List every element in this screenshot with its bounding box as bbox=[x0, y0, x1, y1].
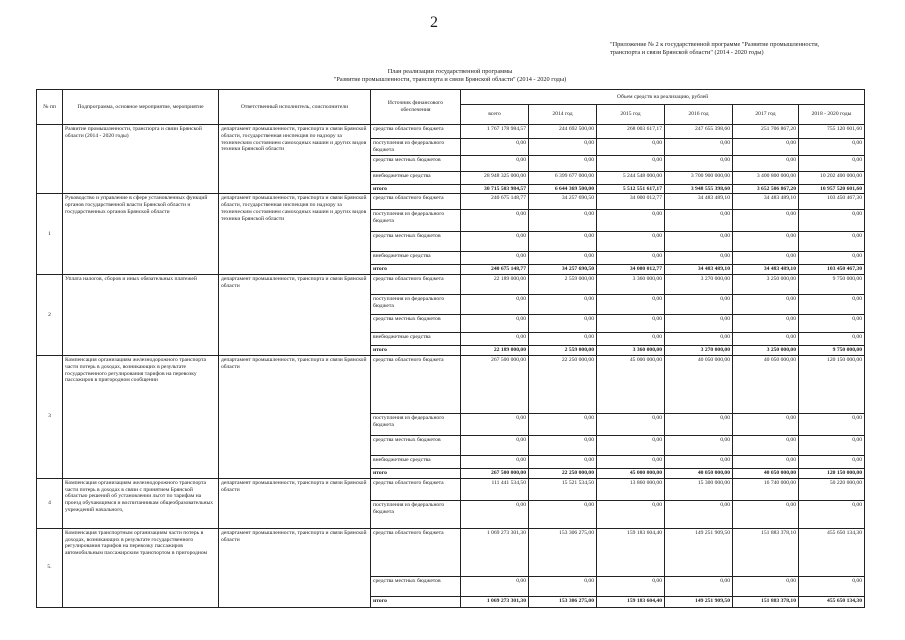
amount-cell: 267 500 000,00 bbox=[461, 355, 529, 413]
amount-cell: 0,00 bbox=[529, 155, 597, 171]
amount-cell: 455 650 134,30 bbox=[799, 528, 865, 576]
amount-cell: 0,00 bbox=[799, 252, 865, 265]
amount-cell: 0,00 bbox=[733, 232, 799, 252]
funding-source: средства местных бюджетов bbox=[371, 576, 461, 596]
amount-cell: 0,00 bbox=[665, 576, 733, 596]
table-row bbox=[37, 194, 865, 210]
amount-cell: 0,00 bbox=[529, 413, 597, 435]
header-year-total: всего bbox=[461, 105, 529, 125]
header-executor: Ответственный исполнитель, соисполнители bbox=[219, 90, 371, 125]
funding-source: внебюджетные средства bbox=[371, 252, 461, 265]
program-name: Уплата налогов, сборов и иных обязательных платежей bbox=[63, 275, 219, 356]
amount-cell: 153 306 275,00 bbox=[529, 596, 597, 607]
row-number: 1 bbox=[37, 194, 63, 275]
amount-cell: 244 692 500,00 bbox=[529, 125, 597, 139]
amount-cell: 6 644 369 500,00 bbox=[529, 184, 597, 194]
amount-cell: 0,00 bbox=[461, 333, 529, 346]
amount-cell: 0,00 bbox=[461, 252, 529, 265]
amount-cell: 1 069 273 301,30 bbox=[461, 596, 529, 607]
amount-cell: 0,00 bbox=[799, 210, 865, 232]
executor-name: департамент промышленности, транспорта и связи Брянской области bbox=[219, 478, 371, 528]
amount-cell: 10 202 400 000,00 bbox=[799, 171, 865, 184]
amount-cell: 0,00 bbox=[665, 155, 733, 171]
header-volume: Объем средств на реализацию, рублей bbox=[461, 90, 865, 105]
amount-cell: 3 250 000,00 bbox=[733, 346, 799, 356]
plan-table-body bbox=[37, 125, 865, 608]
amount-cell: 0,00 bbox=[597, 413, 665, 435]
executor-name: департамент промышленности, транспорта и связи Брянской области, государственная инспекция по надзору за техническим состоянием самоходных машин и других видов техники Брянской области bbox=[219, 125, 371, 194]
funding-source: средства областного бюджета bbox=[371, 125, 461, 139]
header-year-2016: 2016 год bbox=[665, 105, 733, 125]
program-name: Компенсация транспортным организациям части потерь в доходах, возникающих в результате государственного регулирования тарифов на перевозку пассажиров автомобильным пассажирским транспортом в пригородном bbox=[63, 528, 219, 607]
amount-cell: 0,00 bbox=[799, 295, 865, 315]
amount-cell: 34 483 489,10 bbox=[665, 265, 733, 275]
amount-cell: 0,00 bbox=[733, 155, 799, 171]
amount-cell: 0,00 bbox=[529, 232, 597, 252]
amount-cell: 0,00 bbox=[799, 315, 865, 333]
amount-cell: 3 700 900 000,00 bbox=[665, 171, 733, 184]
program-name: Компенсация организациям железнодорожного транспорта части потерь в доходах, возникающих в результате государственного регулирования тарифов на перевозку пассажиров в пригородном сообщении bbox=[63, 355, 219, 478]
amount-cell: 22 189 000,00 bbox=[461, 346, 529, 356]
amount-cell: 0,00 bbox=[597, 333, 665, 346]
amount-cell: 1 069 273 301,30 bbox=[461, 528, 529, 576]
header-year-2015: 2015 год bbox=[597, 105, 665, 125]
funding-source: внебюджетные средства bbox=[371, 455, 461, 468]
amount-cell: 3 400 800 000,00 bbox=[733, 171, 799, 184]
program-name: Руководство и управление в сфере установленных функций органов государственной власти Брянской области и государственных органов Брянской области bbox=[63, 194, 219, 275]
funding-source: внебюджетные средства bbox=[371, 333, 461, 346]
amount-cell: 22 250 000,00 bbox=[529, 468, 597, 478]
executor-name: департамент промышленности, транспорта и связи Брянской области bbox=[219, 355, 371, 478]
title-line-2: "Развитие промышленности, транспорта и связи Брянской области" (2014 - 2020 годы) bbox=[333, 76, 567, 83]
amount-cell: 103 450 467,30 bbox=[799, 194, 865, 210]
amount-cell: 0,00 bbox=[799, 500, 865, 528]
amount-cell: 0,00 bbox=[461, 295, 529, 315]
funding-source: поступления из федерального бюджета bbox=[371, 500, 461, 528]
amount-cell: 0,00 bbox=[461, 435, 529, 455]
amount-cell: 15 300 000,00 bbox=[665, 478, 733, 500]
amount-cell: 0,00 bbox=[461, 500, 529, 528]
amount-cell: 34 483 489,10 bbox=[733, 194, 799, 210]
amount-cell: 0,00 bbox=[461, 155, 529, 171]
amount-cell: 0,00 bbox=[799, 435, 865, 455]
header-program: Подпрограмма, основное мероприятие, мероприятие bbox=[63, 90, 219, 125]
amount-cell: 0,00 bbox=[529, 315, 597, 333]
amount-cell: 0,00 bbox=[597, 139, 665, 156]
amount-cell: 0,00 bbox=[529, 455, 597, 468]
table-row bbox=[37, 125, 865, 139]
amount-cell: 6 399 677 000,00 bbox=[529, 171, 597, 184]
row-number: 4 bbox=[37, 478, 63, 528]
title-line-1: План реализации государственной программы bbox=[387, 68, 513, 75]
amount-cell: 34 483 489,10 bbox=[733, 265, 799, 275]
amount-cell: 0,00 bbox=[529, 500, 597, 528]
amount-cell: 34 483 489,10 bbox=[665, 194, 733, 210]
amount-cell: 0,00 bbox=[799, 333, 865, 346]
amount-cell: 0,00 bbox=[665, 500, 733, 528]
amount-cell: 34 257 690,50 bbox=[529, 194, 597, 210]
amount-cell: 0,00 bbox=[597, 576, 665, 596]
amount-cell: 3 270 000,00 bbox=[665, 275, 733, 295]
amount-cell: 240 675 148,77 bbox=[461, 265, 529, 275]
amount-cell: 3 250 000,00 bbox=[733, 275, 799, 295]
table-row bbox=[37, 355, 865, 413]
amount-cell: 0,00 bbox=[529, 139, 597, 156]
amount-cell: 0,00 bbox=[665, 232, 733, 252]
executor-name: департамент промышленности, транспорта и связи Брянской области bbox=[219, 528, 371, 607]
amount-cell: 0,00 bbox=[665, 435, 733, 455]
amount-cell: 5 512 551 617,17 bbox=[597, 184, 665, 194]
amount-cell: 45 000 000,00 bbox=[597, 355, 665, 413]
amount-cell: 0,00 bbox=[461, 576, 529, 596]
amount-cell: 2 559 000,00 bbox=[529, 275, 597, 295]
amount-cell: 0,00 bbox=[461, 455, 529, 468]
amount-cell: 153 306 275,00 bbox=[529, 528, 597, 576]
amount-cell: 0,00 bbox=[799, 139, 865, 156]
amount-cell: 40 050 000,00 bbox=[733, 355, 799, 413]
amount-cell: 0,00 bbox=[529, 295, 597, 315]
amount-cell: 268 003 617,17 bbox=[597, 125, 665, 139]
amount-cell: 40 050 000,00 bbox=[665, 468, 733, 478]
row-number bbox=[37, 125, 63, 194]
amount-cell: 34 257 690,50 bbox=[529, 265, 597, 275]
amount-cell: 0,00 bbox=[461, 139, 529, 156]
funding-source: средства областного бюджета bbox=[371, 528, 461, 576]
amount-cell: 120 150 000,00 bbox=[799, 355, 865, 413]
amount-cell: 149 251 909,50 bbox=[665, 596, 733, 607]
amount-cell: 103 450 467,30 bbox=[799, 265, 865, 275]
amount-cell: 45 000 000,00 bbox=[597, 468, 665, 478]
funding-source: итого bbox=[371, 265, 461, 275]
document-title bbox=[280, 68, 620, 84]
amount-cell: 0,00 bbox=[733, 333, 799, 346]
funding-source: итого bbox=[371, 346, 461, 356]
header-no: № пп bbox=[37, 90, 63, 125]
amount-cell: 0,00 bbox=[799, 232, 865, 252]
amount-cell: 50 220 000,00 bbox=[799, 478, 865, 500]
header-source: Источник финансового обеспечения bbox=[371, 90, 461, 125]
funding-source: средства местных бюджетов bbox=[371, 435, 461, 455]
page-number: 2 bbox=[430, 14, 438, 31]
executor-name: департамент промышленности, транспорта и связи Брянской области bbox=[219, 275, 371, 356]
amount-cell: 0,00 bbox=[733, 413, 799, 435]
funding-source: итого bbox=[371, 596, 461, 607]
amount-cell: 22 189 000,00 bbox=[461, 275, 529, 295]
amount-cell: 0,00 bbox=[529, 576, 597, 596]
amount-cell: 34 000 012,77 bbox=[597, 265, 665, 275]
amount-cell: 159 183 604,40 bbox=[597, 596, 665, 607]
amount-cell: 267 500 000,00 bbox=[461, 468, 529, 478]
program-name: Развитие промышленности, транспорта и связи Брянской области (2014 - 2020 годы) bbox=[63, 125, 219, 194]
amount-cell: 9 750 000,00 bbox=[799, 346, 865, 356]
amount-cell: 0,00 bbox=[665, 315, 733, 333]
amount-cell: 0,00 bbox=[597, 295, 665, 315]
amount-cell: 0,00 bbox=[597, 455, 665, 468]
row-number: 5. bbox=[37, 528, 63, 607]
funding-source: итого bbox=[371, 184, 461, 194]
funding-source: средства областного бюджета bbox=[371, 194, 461, 210]
amount-cell: 0,00 bbox=[597, 435, 665, 455]
amount-cell: 3 270 000,00 bbox=[665, 346, 733, 356]
amount-cell: 0,00 bbox=[529, 435, 597, 455]
amount-cell: 16 740 000,00 bbox=[733, 478, 799, 500]
table-row bbox=[37, 275, 865, 295]
amount-cell: 1 767 178 984,57 bbox=[461, 125, 529, 139]
amount-cell: 159 183 604,40 bbox=[597, 528, 665, 576]
funding-source: итого bbox=[371, 468, 461, 478]
funding-source: поступления из федерального бюджета bbox=[371, 210, 461, 232]
amount-cell: 0,00 bbox=[597, 210, 665, 232]
amount-cell: 455 650 134,30 bbox=[799, 596, 865, 607]
amount-cell: 151 883 378,10 bbox=[733, 596, 799, 607]
amount-cell: 0,00 bbox=[733, 295, 799, 315]
funding-source: средства областного бюджета bbox=[371, 355, 461, 413]
amount-cell: 0,00 bbox=[665, 455, 733, 468]
amount-cell: 0,00 bbox=[733, 210, 799, 232]
amount-cell: 0,00 bbox=[799, 413, 865, 435]
amount-cell: 151 883 378,10 bbox=[733, 528, 799, 576]
amount-cell: 251 706 867,20 bbox=[733, 125, 799, 139]
amount-cell: 0,00 bbox=[665, 295, 733, 315]
funding-source: поступления из федерального бюджета bbox=[371, 413, 461, 435]
amount-cell: 0,00 bbox=[461, 210, 529, 232]
amount-cell: 0,00 bbox=[529, 252, 597, 265]
funding-source: средства областного бюджета bbox=[371, 275, 461, 295]
amount-cell: 0,00 bbox=[733, 576, 799, 596]
row-number: 2 bbox=[37, 275, 63, 356]
amount-cell: 0,00 bbox=[799, 576, 865, 596]
amount-cell: 0,00 bbox=[461, 232, 529, 252]
amount-cell: 0,00 bbox=[733, 455, 799, 468]
amount-cell: 0,00 bbox=[597, 252, 665, 265]
amount-cell: 3 360 000,00 bbox=[597, 346, 665, 356]
amount-cell: 0,00 bbox=[733, 252, 799, 265]
amount-cell: 30 715 503 984,57 bbox=[461, 184, 529, 194]
program-name: Компенсация организациям железнодорожного транспорта части потерь в доходах в связи с принятием Брянской областью решений об установлении льгот по тарифам на проезд обучающимся и воспитанникам общеобразовательных учреждений начального, bbox=[63, 478, 219, 528]
amount-cell: 0,00 bbox=[733, 139, 799, 156]
amount-cell: 13 860 000,00 bbox=[597, 478, 665, 500]
funding-source: внебюджетные средства bbox=[371, 171, 461, 184]
amount-cell: 0,00 bbox=[665, 413, 733, 435]
amount-cell: 0,00 bbox=[733, 500, 799, 528]
amount-cell: 5 244 548 000,00 bbox=[597, 171, 665, 184]
amount-cell: 149 251 909,50 bbox=[665, 528, 733, 576]
amount-cell: 0,00 bbox=[665, 139, 733, 156]
funding-source: средства местных бюджетов bbox=[371, 315, 461, 333]
amount-cell: 0,00 bbox=[799, 155, 865, 171]
amount-cell: 9 750 000,00 bbox=[799, 275, 865, 295]
amount-cell: 0,00 bbox=[597, 155, 665, 171]
amount-cell: 3 360 000,00 bbox=[597, 275, 665, 295]
amount-cell: 0,00 bbox=[665, 333, 733, 346]
amount-cell: 22 250 000,00 bbox=[529, 355, 597, 413]
funding-source: поступления из федерального бюджета bbox=[371, 295, 461, 315]
table-row bbox=[37, 478, 865, 500]
row-number: 3 bbox=[37, 355, 63, 478]
funding-source: средства местных бюджетов bbox=[371, 155, 461, 171]
amount-cell: 0,00 bbox=[597, 500, 665, 528]
amount-cell: 0,00 bbox=[529, 333, 597, 346]
amount-cell: 3 652 506 867,20 bbox=[733, 184, 799, 194]
amount-cell: 40 050 000,00 bbox=[665, 355, 733, 413]
amount-cell: 111 441 534,50 bbox=[461, 478, 529, 500]
amount-cell: 0,00 bbox=[733, 315, 799, 333]
amount-cell: 2 559 000,00 bbox=[529, 346, 597, 356]
executor-name: департамент промышленности, транспорта и связи Брянской области, государственная инспекция по надзору за техническим состоянием самоходных машин и других видов техники Брянской области bbox=[219, 194, 371, 275]
amount-cell: 0,00 bbox=[733, 435, 799, 455]
header-year-2018-2020: 2018 - 2020 годы bbox=[799, 105, 865, 125]
header-year-2017: 2017 год bbox=[733, 105, 799, 125]
amount-cell: 0,00 bbox=[799, 455, 865, 468]
amount-cell: 0,00 bbox=[529, 210, 597, 232]
amount-cell: 247 655 398,60 bbox=[665, 125, 733, 139]
amount-cell: 28 948 325 000,00 bbox=[461, 171, 529, 184]
amount-cell: 3 948 555 398,60 bbox=[665, 184, 733, 194]
amount-cell: 0,00 bbox=[597, 232, 665, 252]
amount-cell: 0,00 bbox=[665, 210, 733, 232]
amount-cell: 15 521 534,50 bbox=[529, 478, 597, 500]
funding-source: средства местных бюджетов bbox=[371, 232, 461, 252]
header-year-2014: 2014 год bbox=[529, 105, 597, 125]
amount-cell: 0,00 bbox=[461, 315, 529, 333]
amount-cell: 0,00 bbox=[665, 252, 733, 265]
appendix-note: "Приложение № 2 к государственной программе "Развитие промышленности, транспорта и связи Брянской области" (2014 - 2020 годы) bbox=[610, 41, 820, 56]
table-row bbox=[37, 528, 865, 576]
plan-table bbox=[36, 89, 865, 608]
amount-cell: 0,00 bbox=[461, 413, 529, 435]
amount-cell: 755 120 601,60 bbox=[799, 125, 865, 139]
amount-cell: 34 000 012,77 bbox=[597, 194, 665, 210]
amount-cell: 0,00 bbox=[597, 315, 665, 333]
amount-cell: 120 150 000,00 bbox=[799, 468, 865, 478]
funding-source: поступления из федерального бюджета bbox=[371, 139, 461, 156]
funding-source: средства областного бюджета bbox=[371, 478, 461, 500]
amount-cell: 240 675 148,77 bbox=[461, 194, 529, 210]
amount-cell: 40 050 000,00 bbox=[733, 468, 799, 478]
amount-cell: 10 957 520 601,60 bbox=[799, 184, 865, 194]
